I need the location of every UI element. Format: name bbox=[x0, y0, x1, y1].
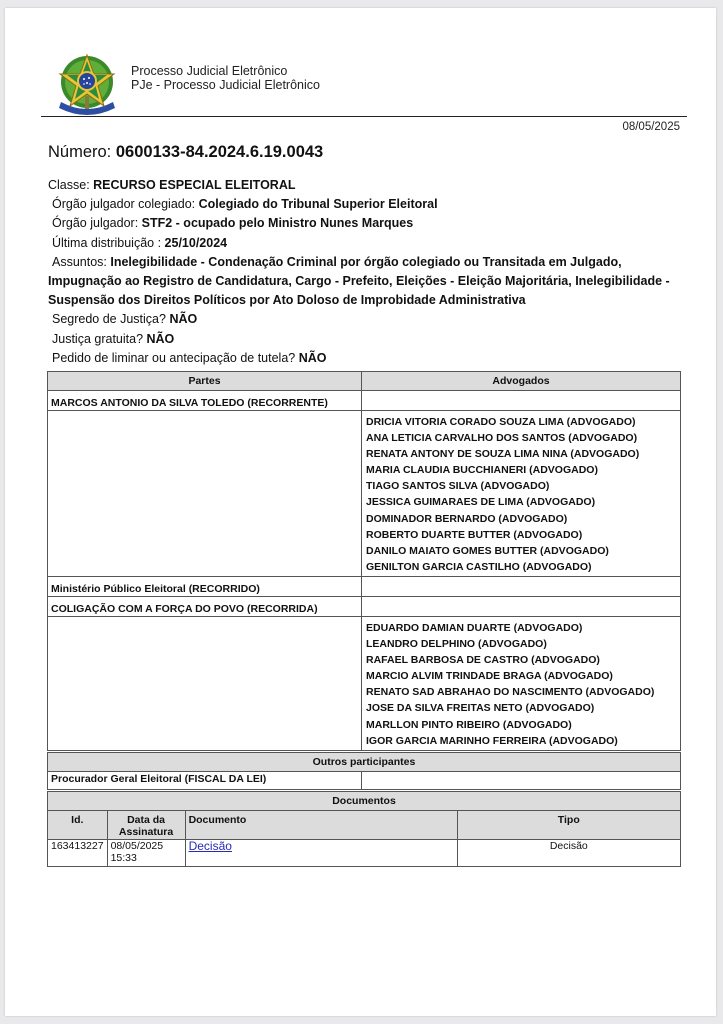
classe-value: RECURSO ESPECIAL ELEITORAL bbox=[93, 178, 296, 192]
lawyer-item: DRICIA VITORIA CORADO SOUZA LIMA (ADVOGADO) bbox=[366, 416, 636, 428]
liminar-label: Pedido de liminar ou antecipação de tutela? bbox=[52, 350, 299, 365]
lawyer-item: IGOR GARCIA MARINHO FERREIRA (ADVOGADO) bbox=[366, 734, 618, 747]
document-date-cell bbox=[107, 840, 185, 867]
column-header-documento: Documento bbox=[185, 811, 457, 840]
process-number bbox=[48, 143, 323, 162]
documentos-table bbox=[47, 791, 681, 867]
ultima-distribuicao-value: 25/10/2024 bbox=[164, 235, 228, 250]
document-id: 163413227 bbox=[48, 840, 108, 867]
lawyers-row bbox=[48, 616, 681, 750]
document-date: 08/05/2025 bbox=[622, 121, 680, 133]
assuntos-line bbox=[48, 253, 688, 311]
orgao-colegiado-label: Órgão julgador colegiado: bbox=[52, 197, 199, 212]
party-row bbox=[48, 391, 681, 411]
orgao-colegiado-line bbox=[48, 195, 688, 214]
lawyers-list bbox=[362, 411, 681, 577]
outros-row bbox=[48, 772, 681, 790]
liminar-line bbox=[48, 349, 688, 368]
lawyers-list bbox=[362, 616, 681, 750]
partes-table bbox=[47, 371, 681, 751]
documentos-header: Documentos bbox=[48, 792, 681, 811]
gratuita-line bbox=[48, 330, 688, 349]
lawyers-empty-cell bbox=[48, 411, 362, 577]
gratuita-value: NÃO bbox=[146, 331, 175, 346]
assuntos-label: Assuntos: bbox=[52, 254, 111, 269]
lawyer-item: RENATO SAD ABRAHAO DO NASCIMENTO (ADVOGADO) bbox=[366, 686, 655, 699]
segredo-value: NÃO bbox=[169, 312, 198, 327]
ultima-distribuicao-line bbox=[48, 234, 688, 253]
document-page bbox=[5, 8, 716, 1016]
assuntos-value: Inelegibilidade - Condenação Criminal por órgão colegiado ou Transitada em Julgado, Impugnação ao Registro de Candidatura, Cargo - Prefeito, Eleições - Eleição Majoritária, Inelegibilidade - Suspensão dos Direitos Políticos por Ato Doloso de Improbidade Administrativa bbox=[48, 254, 670, 308]
partes-column-header: Partes bbox=[48, 372, 362, 391]
lawyer-item: ROBERTO DUARTE BUTTER (ADVOGADO) bbox=[366, 528, 583, 541]
document-row bbox=[48, 840, 681, 867]
lawyer-item: LEANDRO DELPHINO (ADVOGADO) bbox=[366, 638, 547, 651]
lawyer-item: DANILO MAIATO GOMES BUTTER (ADVOGADO) bbox=[366, 544, 609, 557]
partes-header-row bbox=[48, 372, 681, 391]
lawyer-item: TIAGO SANTOS SILVA (ADVOGADO) bbox=[366, 480, 550, 493]
classe-label: Classe: bbox=[48, 178, 94, 192]
lawyers-empty-cell bbox=[48, 616, 362, 750]
header-line-1: Processo Judicial Eletrônico bbox=[131, 64, 288, 78]
column-header-id: Id. bbox=[48, 811, 108, 840]
orgao-julgador-value: STF2 - ocupado pelo Ministro Nunes Marques bbox=[141, 216, 414, 231]
orgao-julgador-label: Órgão julgador: bbox=[52, 216, 142, 231]
outros-empty-cell bbox=[362, 772, 681, 790]
party-row bbox=[48, 576, 681, 596]
party-row bbox=[48, 596, 681, 616]
document-name-cell bbox=[185, 840, 457, 867]
gratuita-label: Justiça gratuita? bbox=[52, 331, 147, 346]
party-empty-cell bbox=[362, 391, 681, 411]
outros-participant: Procurador Geral Eleitoral (FISCAL DA LEI) bbox=[48, 772, 362, 790]
lawyers-row bbox=[48, 411, 681, 577]
column-header-data-assinatura: Data da Assinatura bbox=[107, 811, 185, 840]
liminar-value: NÃO bbox=[298, 350, 327, 365]
header-divider bbox=[41, 116, 687, 117]
segredo-label: Segredo de Justiça? bbox=[52, 312, 170, 327]
party-empty-cell bbox=[362, 576, 681, 596]
lawyer-item: EDUARDO DAMIAN DUARTE (ADVOGADO) bbox=[366, 621, 583, 634]
party-empty-cell bbox=[362, 596, 681, 616]
party-name: COLIGAÇÃO COM A FORÇA DO POVO (RECORRIDA) bbox=[48, 596, 362, 616]
orgao-julgador-line bbox=[48, 214, 688, 233]
lawyer-item: MARIA CLAUDIA BUCCHIANERI (ADVOGADO) bbox=[366, 464, 598, 477]
process-number-label: Número: bbox=[48, 143, 116, 161]
column-header-tipo: Tipo bbox=[457, 811, 680, 840]
lawyer-item: DOMINADOR BERNARDO (ADVOGADO) bbox=[366, 512, 568, 525]
classe-line bbox=[48, 176, 688, 195]
document-type: Decisão bbox=[457, 840, 680, 867]
lawyer-item: GENILTON GARCIA CASTILHO (ADVOGADO) bbox=[366, 560, 592, 573]
document-sign-date: 08/05/2025 bbox=[110, 840, 164, 852]
brazil-coat-of-arms-icon bbox=[55, 52, 119, 118]
party-name: Ministério Público Eleitoral (RECORRIDO) bbox=[48, 576, 362, 596]
outros-header: Outros participantes bbox=[48, 753, 681, 772]
advogados-column-header: Advogados bbox=[362, 372, 681, 391]
ultima-distribuicao-label: Última distribuição : bbox=[52, 235, 165, 250]
orgao-colegiado-value: Colegiado do Tribunal Superior Eleitoral bbox=[198, 197, 438, 212]
lawyer-item: RAFAEL BARBOSA DE CASTRO (ADVOGADO) bbox=[366, 654, 600, 667]
document-sign-time: 15:33 bbox=[110, 851, 137, 864]
lawyer-item: JESSICA GUIMARAES DE LIMA (ADVOGADO) bbox=[366, 496, 596, 509]
header-line-2: PJe - Processo Judicial Eletrônico bbox=[131, 78, 320, 92]
lawyer-item: RENATA ANTONY DE SOUZA LIMA NINA (ADVOGADO) bbox=[366, 448, 640, 461]
outros-header-row bbox=[48, 753, 681, 772]
process-info bbox=[48, 176, 688, 368]
documentos-columns-row bbox=[48, 811, 681, 840]
party-name: MARCOS ANTONIO DA SILVA TOLEDO (RECORRENTE) bbox=[48, 391, 362, 411]
lawyer-item: MARCIO ALVIM TRINDADE BRAGA (ADVOGADO) bbox=[366, 670, 613, 683]
segredo-line bbox=[48, 310, 688, 329]
header-title-block bbox=[131, 64, 320, 92]
lawyer-item: MARLLON PINTO RIBEIRO (ADVOGADO) bbox=[366, 718, 572, 731]
lawyer-item: JOSE DA SILVA FREITAS NETO (ADVOGADO) bbox=[366, 702, 595, 715]
document-header bbox=[55, 52, 685, 122]
lawyer-item: ANA LETICIA CARVALHO DOS SANTOS (ADVOGADO) bbox=[366, 432, 638, 445]
document-link[interactable]: Decisão bbox=[188, 839, 232, 853]
documentos-title-row bbox=[48, 792, 681, 811]
process-number-value: 0600133-84.2024.6.19.0043 bbox=[115, 143, 324, 161]
outros-participantes-table bbox=[47, 752, 681, 790]
